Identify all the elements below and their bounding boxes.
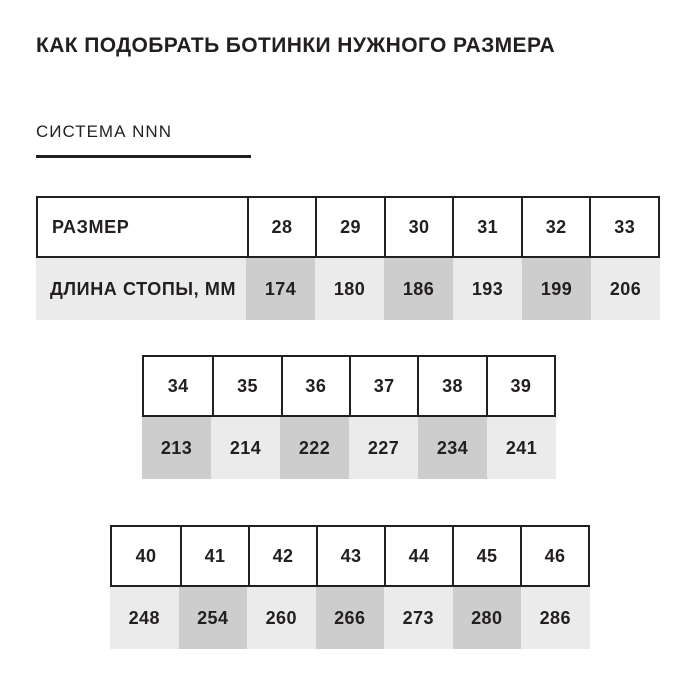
value-length-cell: 214 <box>211 417 280 479</box>
value-length-cell: 280 <box>453 587 522 649</box>
header-size-cell: 45 <box>452 527 520 585</box>
value-length-cell: 206 <box>591 258 660 320</box>
header-size-cell: 35 <box>212 357 280 415</box>
table-header-row <box>142 355 556 417</box>
header-size-cell: 32 <box>521 198 590 256</box>
header-size-cell: 44 <box>384 527 452 585</box>
value-length-cell: 186 <box>384 258 453 320</box>
value-length-cell: 266 <box>316 587 385 649</box>
table-value-row <box>110 587 590 649</box>
value-length-cell: 254 <box>179 587 248 649</box>
header-size-cell: 41 <box>180 527 248 585</box>
header-size-cell: 39 <box>486 357 554 415</box>
header-size-cell: 42 <box>248 527 316 585</box>
header-size-cell: 40 <box>135 545 157 566</box>
header-size-cell: 37 <box>349 357 417 415</box>
header-size-cell: 34 <box>167 375 189 396</box>
title-divider <box>36 155 251 158</box>
header-size-cell: 33 <box>589 198 658 256</box>
value-length-cell: 286 <box>521 587 590 649</box>
value-length-cell: 273 <box>384 587 453 649</box>
size-table-2 <box>142 355 556 479</box>
value-length-cell: 260 <box>247 587 316 649</box>
header-size-cell: 38 <box>417 357 485 415</box>
value-length-cell: 199 <box>522 258 591 320</box>
header-size-cell: 28 <box>247 198 316 256</box>
header-size-cell: 29 <box>315 198 384 256</box>
value-length-cell: 180 <box>315 258 384 320</box>
header-size-cell: 31 <box>452 198 521 256</box>
table-value-row <box>36 258 660 320</box>
header-size-cell: 46 <box>520 527 588 585</box>
header-size-cell: 43 <box>316 527 384 585</box>
value-length-cell: 174 <box>246 258 315 320</box>
value-length-cell: 227 <box>349 417 418 479</box>
value-length-cell: 248 <box>110 587 179 649</box>
table-header-row <box>36 196 660 258</box>
value-length-cell: 222 <box>280 417 349 479</box>
page-title: КАК ПОДОБРАТЬ БОТИНКИ НУЖНОГО РАЗМЕРА <box>36 34 556 57</box>
subtitle: СИСТЕМА NNN <box>36 122 172 141</box>
header-size-cell: 36 <box>281 357 349 415</box>
header-size-label: РАЗМЕР <box>52 216 130 237</box>
table-value-row <box>142 417 556 479</box>
value-length-cell: 193 <box>453 258 522 320</box>
table-header-row <box>110 525 590 587</box>
size-table-1 <box>36 196 660 320</box>
value-length-cell: 234 <box>418 417 487 479</box>
value-length-cell: 241 <box>487 417 556 479</box>
size-table-3 <box>110 525 590 649</box>
header-size-cell: 30 <box>384 198 453 256</box>
value-length-label: ДЛИНА СТОПЫ, ММ <box>36 258 246 320</box>
value-length-cell: 213 <box>142 417 211 479</box>
